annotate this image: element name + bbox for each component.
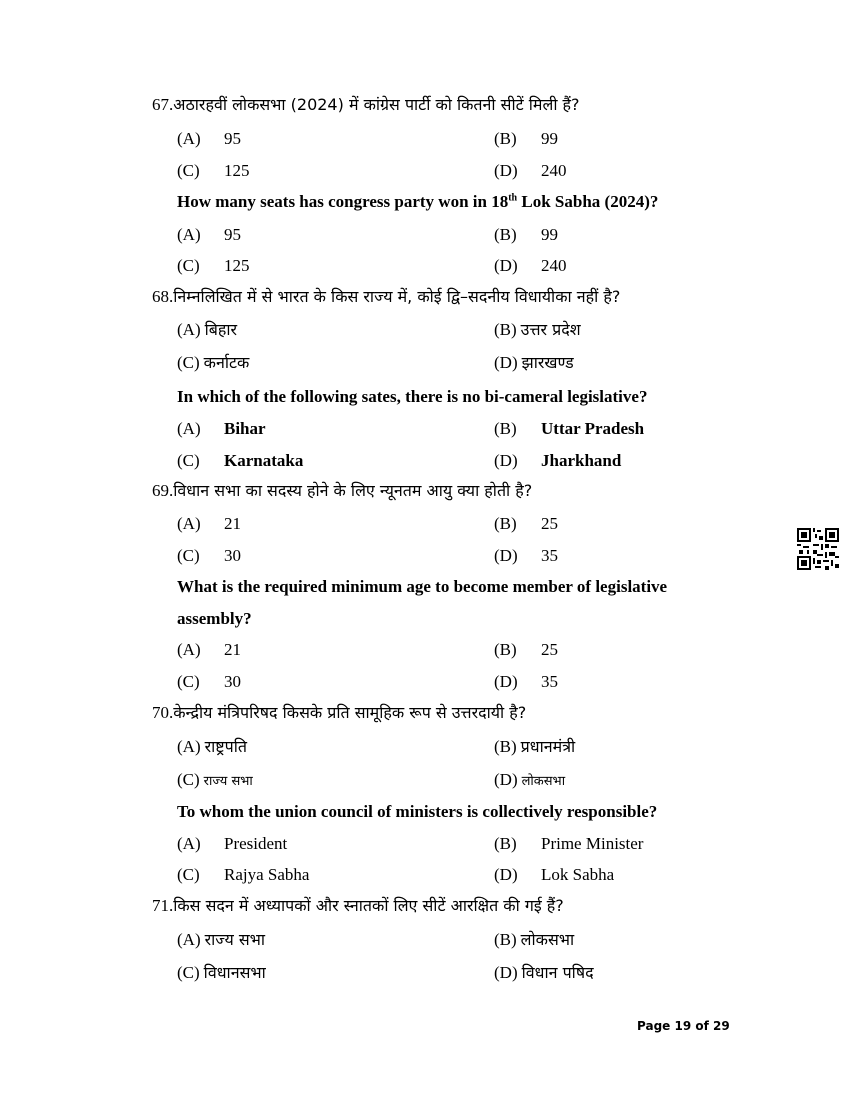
q68-hindi-option-a bbox=[177, 321, 237, 338]
option-label: (A) bbox=[177, 225, 201, 244]
question-number: 71. bbox=[152, 896, 174, 915]
question-number: 67. bbox=[152, 95, 174, 114]
q68-english-option-c bbox=[177, 452, 303, 469]
option-label: (A) bbox=[177, 640, 201, 659]
option-label: (D) bbox=[494, 161, 518, 180]
option-label: (D) bbox=[494, 546, 518, 565]
option-label: (A) bbox=[177, 320, 201, 339]
question-text-hindi: विधान सभा का सदस्य होने के लिए न्यूनतम आयु क्या होती है? bbox=[173, 481, 533, 500]
q67-hindi-option-d bbox=[494, 162, 567, 179]
option-text: उत्तर प्रदेश bbox=[520, 320, 581, 339]
option-label: (C) bbox=[177, 161, 200, 180]
option-text: 30 bbox=[224, 546, 241, 565]
option-label: (C) bbox=[177, 963, 200, 982]
option-text: Rajya Sabha bbox=[224, 865, 310, 884]
q70-hindi-option-c bbox=[177, 771, 253, 788]
q68-hindi-option-b bbox=[494, 321, 581, 338]
option-label: (A) bbox=[177, 514, 201, 533]
option-text: विधान पषिद bbox=[521, 963, 594, 982]
question-text-english: How many seats has congress party won in 18 bbox=[177, 192, 509, 211]
option-label: (B) bbox=[494, 225, 517, 244]
option-text: 21 bbox=[224, 640, 241, 659]
q69-english-option-c bbox=[177, 673, 241, 690]
option-label: (B) bbox=[494, 737, 517, 756]
option-text: राज्य सभा bbox=[203, 774, 253, 789]
q70-english-option-c bbox=[177, 866, 309, 883]
option-text: विधानसभा bbox=[203, 963, 266, 982]
option-text: झारखण्ड bbox=[521, 353, 574, 372]
option-label: (D) bbox=[494, 256, 518, 275]
option-text: लोकसभा bbox=[521, 774, 566, 789]
q68-hindi-option-c bbox=[177, 354, 249, 371]
option-text: लोकसभा bbox=[520, 930, 575, 949]
superscript: th bbox=[508, 192, 518, 204]
option-text: Prime Minister bbox=[541, 834, 644, 853]
option-label: (D) bbox=[494, 865, 518, 884]
option-label: (B) bbox=[494, 514, 517, 533]
option-label: (A) bbox=[177, 834, 201, 853]
question-text-english: What is the required minimum age to become member of legislative bbox=[177, 577, 668, 596]
question-text-hindi: अठारहवीं लोकसभा (2024) में कांग्रेस पार्टी को कितनी सीटें मिली हैं? bbox=[173, 95, 580, 114]
question-69-english-line2 bbox=[177, 610, 252, 627]
question-text-hindi: निम्नलिखित में से भारत के किस राज्य में, कोई द्वि–सदनीय विधायीका नहीं है? bbox=[173, 287, 621, 306]
option-label: (D) bbox=[494, 672, 518, 691]
option-text: Bihar bbox=[224, 419, 266, 438]
q71-hindi-option-d bbox=[494, 964, 594, 981]
option-text: 95 bbox=[224, 225, 241, 244]
q71-hindi-option-b bbox=[494, 931, 574, 948]
option-text: बिहार bbox=[204, 320, 238, 339]
q69-hindi-option-d bbox=[494, 547, 558, 564]
option-text: 125 bbox=[224, 256, 250, 275]
question-text-english: assembly? bbox=[177, 609, 252, 628]
question-70-hindi bbox=[152, 704, 526, 721]
option-text: 25 bbox=[541, 640, 558, 659]
option-label: (D) bbox=[494, 770, 518, 789]
option-label: (A) bbox=[177, 737, 201, 756]
option-label: (C) bbox=[177, 865, 200, 884]
q68-hindi-option-d bbox=[494, 354, 574, 371]
q71-hindi-option-a bbox=[177, 931, 265, 948]
page-label: Page 19 of 29 bbox=[637, 1019, 730, 1033]
question-number: 69. bbox=[152, 481, 174, 500]
option-text: Jharkhand bbox=[541, 451, 622, 470]
option-label: (C) bbox=[177, 353, 200, 372]
q69-hindi-option-a bbox=[177, 515, 241, 532]
option-label: (A) bbox=[177, 129, 201, 148]
question-text-english-end: Lok Sabha (2024)? bbox=[517, 192, 659, 211]
q67-hindi-option-a bbox=[177, 130, 241, 147]
option-text: 25 bbox=[541, 514, 558, 533]
q69-hindi-option-b bbox=[494, 515, 558, 532]
question-69-hindi bbox=[152, 482, 532, 499]
option-text: 99 bbox=[541, 225, 558, 244]
question-68-hindi bbox=[152, 288, 620, 305]
q70-english-option-b bbox=[494, 835, 643, 852]
question-69-english-line1 bbox=[177, 578, 667, 595]
option-text: 240 bbox=[541, 256, 567, 275]
option-text: Uttar Pradesh bbox=[541, 419, 645, 438]
option-label: (C) bbox=[177, 451, 200, 470]
option-text: 21 bbox=[224, 514, 241, 533]
option-label: (B) bbox=[494, 320, 517, 339]
q67-english-option-d bbox=[494, 257, 567, 274]
option-text: कर्नाटक bbox=[203, 353, 250, 372]
option-text: प्रधानमंत्री bbox=[520, 737, 576, 756]
q67-hindi-option-b bbox=[494, 130, 558, 147]
q69-english-option-d bbox=[494, 673, 558, 690]
option-label: (C) bbox=[177, 770, 200, 789]
question-text-english: In which of the following sates, there is no bi-cameral legislative? bbox=[177, 387, 648, 406]
option-text: 125 bbox=[224, 161, 250, 180]
option-text: राज्य सभा bbox=[204, 930, 266, 949]
option-label: (B) bbox=[494, 129, 517, 148]
q70-hindi-option-a bbox=[177, 738, 247, 755]
option-label: (C) bbox=[177, 256, 200, 275]
option-label: (B) bbox=[494, 419, 517, 438]
option-label: (C) bbox=[177, 672, 200, 691]
q67-hindi-option-c bbox=[177, 162, 250, 179]
option-label: (D) bbox=[494, 963, 518, 982]
option-label: (B) bbox=[494, 834, 517, 853]
question-71-hindi bbox=[152, 897, 564, 914]
q69-english-option-b bbox=[494, 641, 558, 658]
question-68-english bbox=[177, 388, 647, 405]
question-number: 68. bbox=[152, 287, 174, 306]
q68-english-option-b bbox=[494, 420, 644, 437]
option-text: 240 bbox=[541, 161, 567, 180]
option-label: (D) bbox=[494, 451, 518, 470]
option-label: (D) bbox=[494, 353, 518, 372]
page-number-footer bbox=[637, 1020, 730, 1032]
q68-english-option-a bbox=[177, 420, 266, 437]
q70-english-option-d bbox=[494, 866, 614, 883]
q69-hindi-option-c bbox=[177, 547, 241, 564]
question-text-english: To whom the union council of ministers is collectively responsible? bbox=[177, 802, 658, 821]
option-label: (B) bbox=[494, 930, 517, 949]
q69-english-option-a bbox=[177, 641, 241, 658]
option-text: Karnataka bbox=[224, 451, 304, 470]
option-text: 30 bbox=[224, 672, 241, 691]
option-text: 35 bbox=[541, 672, 558, 691]
qr-code-icon bbox=[797, 528, 839, 570]
question-70-english bbox=[177, 803, 657, 820]
option-text: 35 bbox=[541, 546, 558, 565]
question-number: 70. bbox=[152, 703, 174, 722]
option-text: President bbox=[224, 834, 288, 853]
q68-english-option-d bbox=[494, 452, 621, 469]
q67-english-option-c bbox=[177, 257, 250, 274]
option-text: 99 bbox=[541, 129, 558, 148]
option-label: (B) bbox=[494, 640, 517, 659]
option-label: (C) bbox=[177, 546, 200, 565]
q67-english-option-b bbox=[494, 226, 558, 243]
question-67-hindi bbox=[152, 96, 580, 113]
question-text-hindi: किस सदन में अध्यापकों और स्नातकों लिए सीटें आरक्षित की गई हैं? bbox=[173, 896, 564, 915]
option-text: राष्ट्रपति bbox=[204, 737, 247, 756]
question-67-english bbox=[177, 193, 658, 210]
q70-hindi-option-b bbox=[494, 738, 575, 755]
q70-hindi-option-d bbox=[494, 771, 565, 788]
q67-english-option-a bbox=[177, 226, 241, 243]
question-text-hindi: केन्द्रीय मंत्रिपरिषद किसके प्रति सामूहिक रूप से उत्तरदायी है? bbox=[173, 703, 527, 722]
q71-hindi-option-c bbox=[177, 964, 266, 981]
option-text: Lok Sabha bbox=[541, 865, 615, 884]
option-label: (A) bbox=[177, 930, 201, 949]
q70-english-option-a bbox=[177, 835, 287, 852]
option-label: (A) bbox=[177, 419, 201, 438]
option-text: 95 bbox=[224, 129, 241, 148]
